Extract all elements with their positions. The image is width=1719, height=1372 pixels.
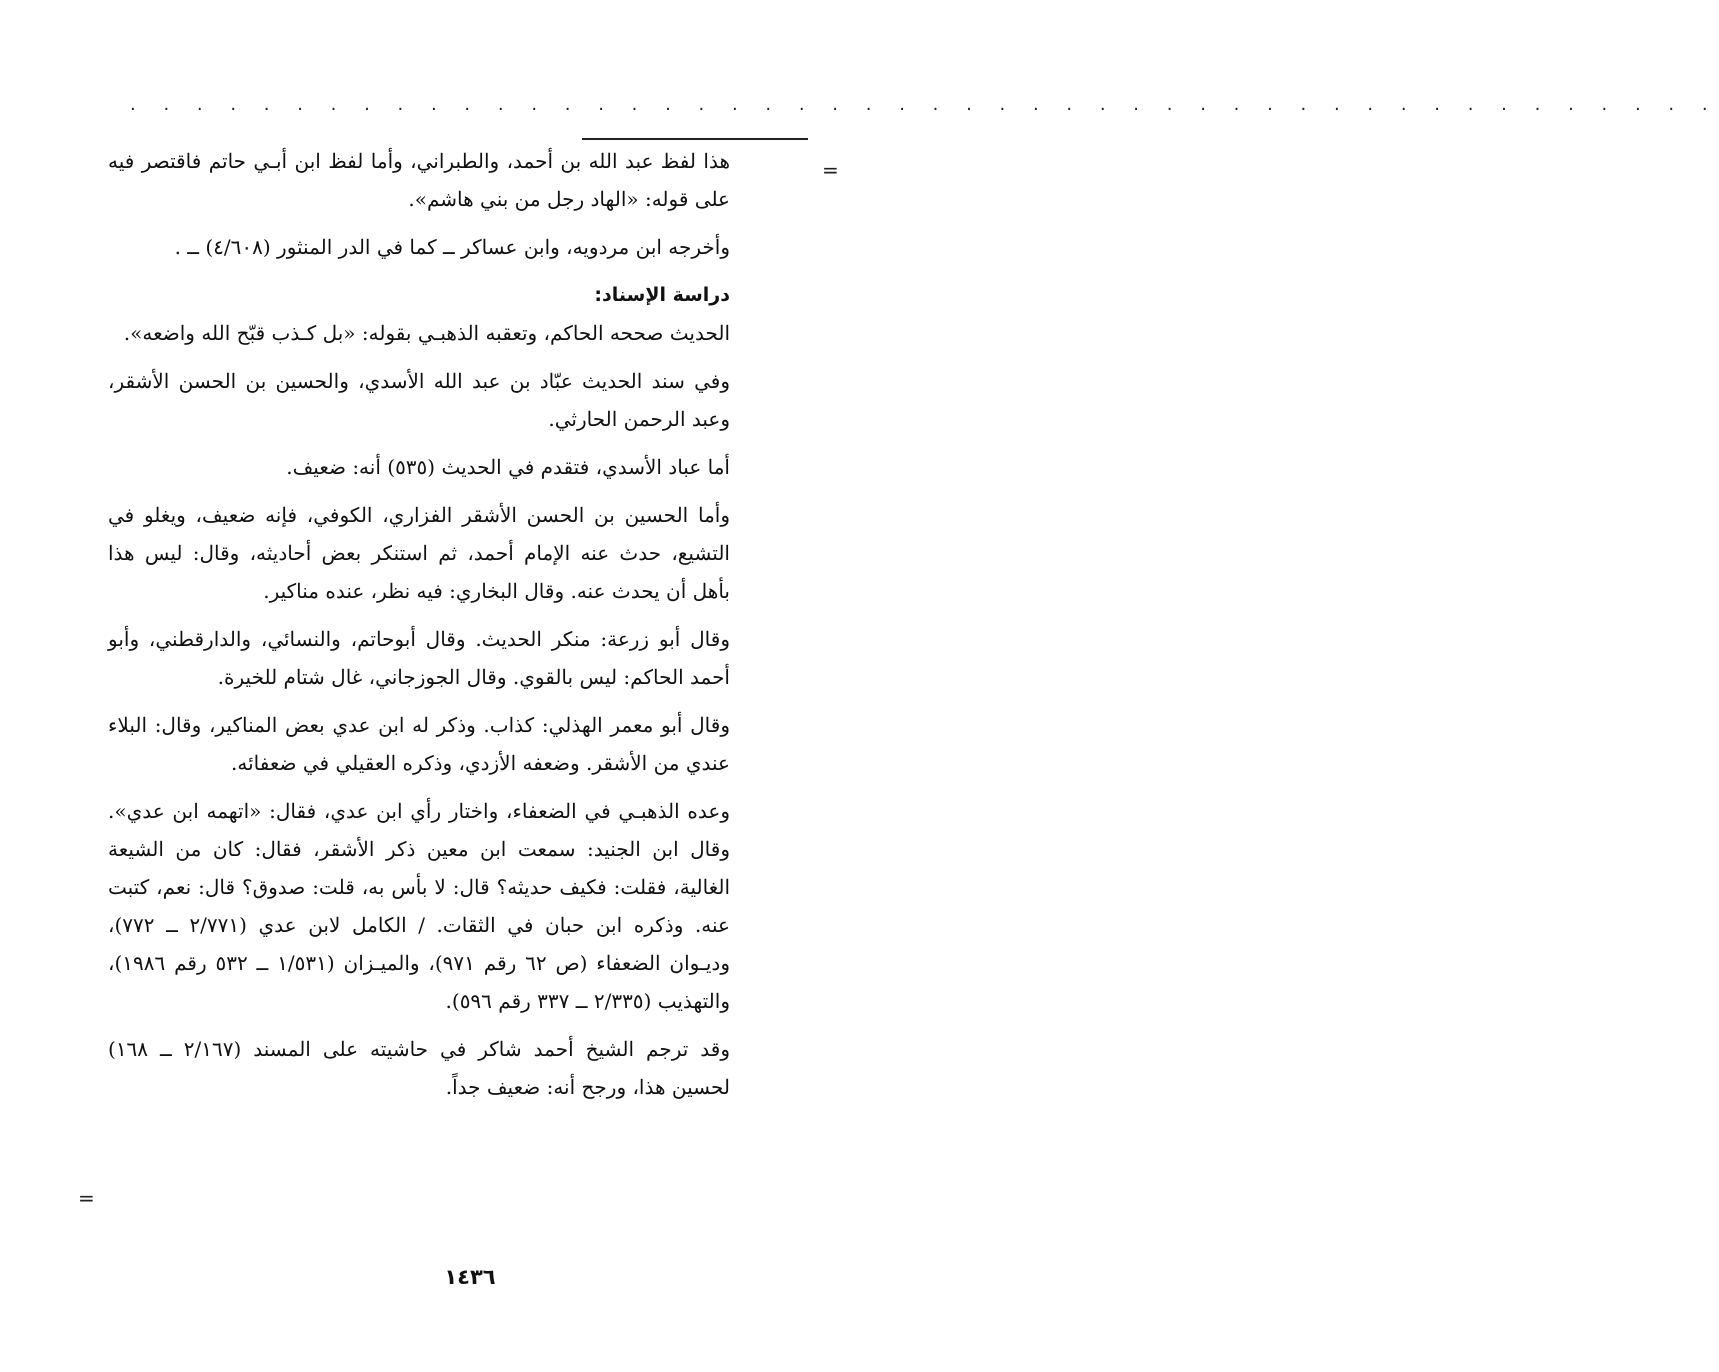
paragraph-5: أما عباد الأسدي، فتقدم في الحديث (٥٣٥) أنه: ضعيف. xyxy=(286,455,730,479)
paragraph-7: وقال أبو زرعة: منكر الحديث. وقال أبوحاتم، والنسائي، والدارقطني، وأبو أحمد الحاكم: ليس بالقوي. وقال الجوزجاني، غال شتام للخيرة. xyxy=(108,627,730,689)
paragraph-4: وفي سند الحديث عبّاد بن عبد الله الأسدي، والحسين بن الحسن الأشقر، وعبد الرحمن الحارثي. xyxy=(108,369,730,431)
continuation-mark-top: = xyxy=(822,158,839,182)
footnote-text xyxy=(108,142,730,1116)
paragraph-2: وأخرجه ابن مردويه، وابن عساكر ــ كما في الدر المنثور (٤/٦٠٨) ــ . xyxy=(174,235,730,259)
footnote-rule xyxy=(582,138,808,140)
page-number: ١٤٣٦ xyxy=(444,1265,496,1289)
paragraph-8: وقال أبو معمر الهذلي: كذاب. وذكر له ابن عدي بعض المناكير، وقال: البلاء عندي من الأشقر. وضعفه الأزدي، وذكره العقيلي في ضعفائه. xyxy=(108,713,730,775)
paragraph-6: وأما الحسين بن الحسن الأشقر الفزاري، الكوفي، فإنه ضعيف، ويغلو في التشيع، حدث عنه الإمام أحمد، ثم استنكر بعض أحاديثه، وقال: ليس هذا بأهل أن يحدث عنه. وقال البخاري: فيه نظر، عنده مناكير. xyxy=(108,503,730,603)
continuation-mark-bottom: = xyxy=(78,1186,95,1210)
paragraph-9: وعده الذهبـي في الضعفاء، واختار رأي ابن عدي، فقال: «اتهمه ابن عدي». وقال ابن الجنيد: سمعت ابن معين ذكر الأشقر، فقال: كان من الشيعة الغالية، فقلت: فكيف حديثه؟ قال: لا بأس به، قلت: صدوق؟ قال: نعم، كتبت عنه. وذكره ابن حبان في الثقات. / الكامل لابن عدي (٢/٧٧١ ــ ٧٧٢)، وديـوان الضعفاء (ص ٦٢ رقم ٩٧١)، والميـزان (١/٥٣١ ــ ٥٣٢ رقم ١٩٨٦)، والتهذيب (٢/٣٣٥ ــ ٣٣٧ رقم ٥٩٦). xyxy=(108,799,730,1013)
section-heading: دراسة الإسناد: xyxy=(594,284,730,306)
paragraph-1: هذا لفظ عبد الله بن أحمد، والطبراني، وأما لفظ ابن أبـي حاتم فاقتصر فيه على قوله: «الهاد رجل من بني هاشم». xyxy=(108,149,730,211)
paragraph-10: وقد ترجم الشيخ أحمد شاكر في حاشيته على المسند (٢/١٦٧ ــ ١٦٨) لحسين هذا، ورجح أنه: ضعيف جداً. xyxy=(108,1037,731,1099)
paragraph-3: الحديث صححه الحاكم، وتعقبه الذهبـي بقوله: «بل كـذب قبّح الله واضعه». xyxy=(123,321,730,345)
separator-dots: . . . . . . . . . . . . . . . . . . . . . . . . . . . . . . . . . . . . . . . . . . . . . . . . xyxy=(130,94,1719,115)
